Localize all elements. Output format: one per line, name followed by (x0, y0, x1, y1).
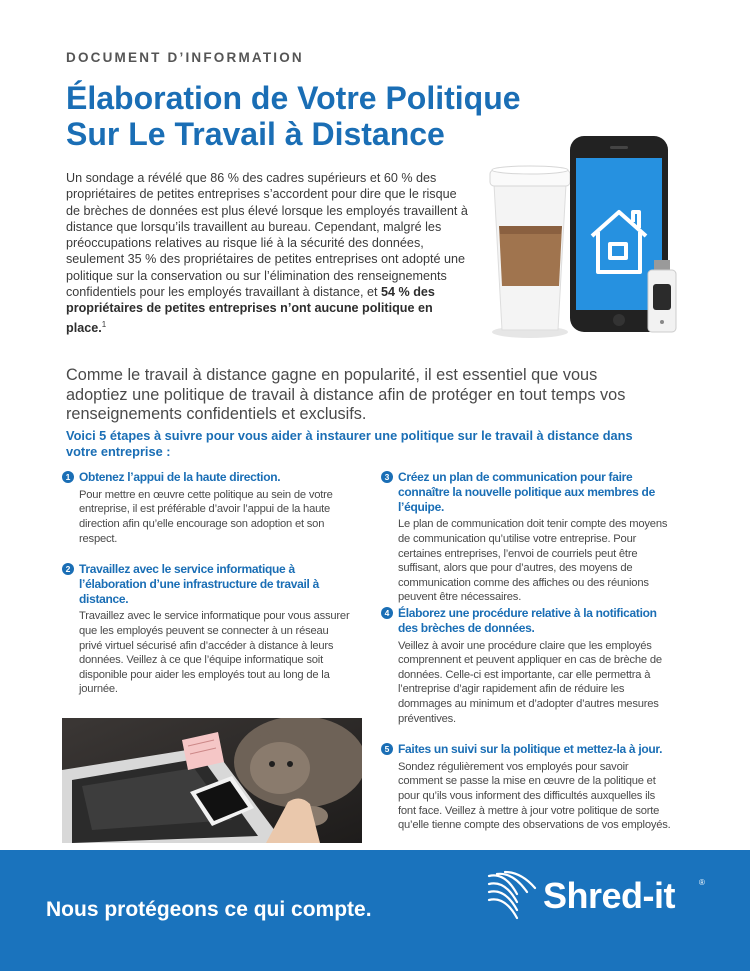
step-3 (381, 470, 671, 605)
usb-key-icon (648, 260, 676, 332)
step-body: Pour mettre en œuvre cette politique au sein de votre entreprise, il est préférable d’avoir l’appui de la haute direction afin qu’elle encourage son adoption et son respect. (79, 488, 333, 545)
step-heading: Faites un suivi sur la politique et mettez-la à jour. (398, 742, 663, 756)
step-number-badge: 5 (381, 743, 393, 755)
step-body: Travaillez avec le service informatique pour vous assurer que les employés peuvent se connecter à un réseau privé virtuel sécurisé afin d’accéder à distance à leurs données. Veillez à ce que l’équipe informatique soit disponible pour aider les employés tout au long de la journée. (79, 610, 350, 696)
footer-tagline: Nous protégeons ce qui compte. (46, 898, 372, 921)
step-heading: Obtenez l’appui de la haute direction. (79, 470, 281, 484)
steps-intro: Voici 5 étapes à suivre pour vous aider à instaurer une politique sur le travail à distance dans votre entreprise : (66, 428, 633, 459)
intro-text: Un sondage a révélé que 86 % des cadres supérieurs et 60 % des propriétaires de petites entreprises s’accordent pour dire que le risque de brèches de données est plus élevé lorsque les employés travaillent à distance que lorsqu’ils travaillent au bureau. Cependant, malgré les préoccupations relatives au risque lié à la sécurité des données, seulement 35 % des propriétaires de petites entreprises ont adopté une politique sur la conservation ou sur l’élimination des renseignements confidentiels pour les employés travaillant à distance, et (66, 171, 468, 300)
step-number-badge: 3 (381, 471, 393, 483)
logo-mark-icon (487, 870, 539, 920)
step-1 (62, 470, 352, 546)
step-heading: Créez un plan de communication pour faire connaître la nouvelle politique aux membres de l’équipe. (398, 470, 655, 514)
title-line-1: Élaboration de Votre Politique (66, 80, 521, 116)
step-2 (62, 562, 352, 697)
laptop-cat-photo (62, 718, 362, 843)
intro-paragraph (66, 170, 471, 336)
step-body: Veillez à avoir une procédure claire que les employés comprennent et peuvent appliquer en cas de brèche de données. Celle-ci est importante, car elle permettra à l’entreprise d’agir rapidement afin de réduire les dommages au minimum et d’adopter d’autres mesures préventives. (398, 639, 662, 725)
step-5 (381, 742, 671, 833)
coffee-cup-icon (490, 166, 570, 338)
step-body: Sondez régulièrement vos employés pour savoir comment se passe la mise en œuvre de la politique et pour qu’ils vous informent des difficultés auxquelles ils font face. Veillez à mettre à jour votre politique de sorte qu’elle tienne compte des observations de vos employés. (398, 760, 671, 832)
step-heading: Élaborez une procédure relative à la notification des brèches de données. (398, 606, 657, 635)
document-kicker: DOCUMENT D’INFORMATION (66, 50, 304, 65)
intro-highlight: 54 % des propriétaires de petites entreprises n’ont aucune politique en place. (66, 285, 435, 335)
title-line-2: Sur Le Travail à Distance (66, 116, 445, 152)
step-number-badge: 1 (62, 471, 74, 483)
step-body: Le plan de communication doit tenir compte des moyens de communication qu’utilise votre entreprise. Pour certaines entreprises, l’envoi de courriels peut être suffisant, alors que pour d’autres, des moyens de communication comme des affiches ou des réunions peuvent être nécessaires. (398, 518, 668, 604)
step-number-badge: 4 (381, 607, 393, 619)
intro-footnote: 1 (101, 319, 107, 329)
registered-mark: ® (699, 878, 705, 887)
shred-it-logo (487, 868, 717, 928)
brand-name: Shred-it (543, 875, 676, 916)
step-number-badge: 2 (62, 563, 74, 575)
step-heading: Travaillez avec le service informatique à l’élaboration d’une infrastructure de travail à distance. (79, 562, 319, 606)
step-4 (381, 606, 671, 726)
hero-illustration (486, 134, 686, 344)
lead-paragraph: Comme le travail à distance gagne en popularité, il est essentiel que vous adoptiez une politique de travail à distance afin de protéger en tout temps vos renseignements confidentiels et exclusifs. (66, 366, 626, 423)
